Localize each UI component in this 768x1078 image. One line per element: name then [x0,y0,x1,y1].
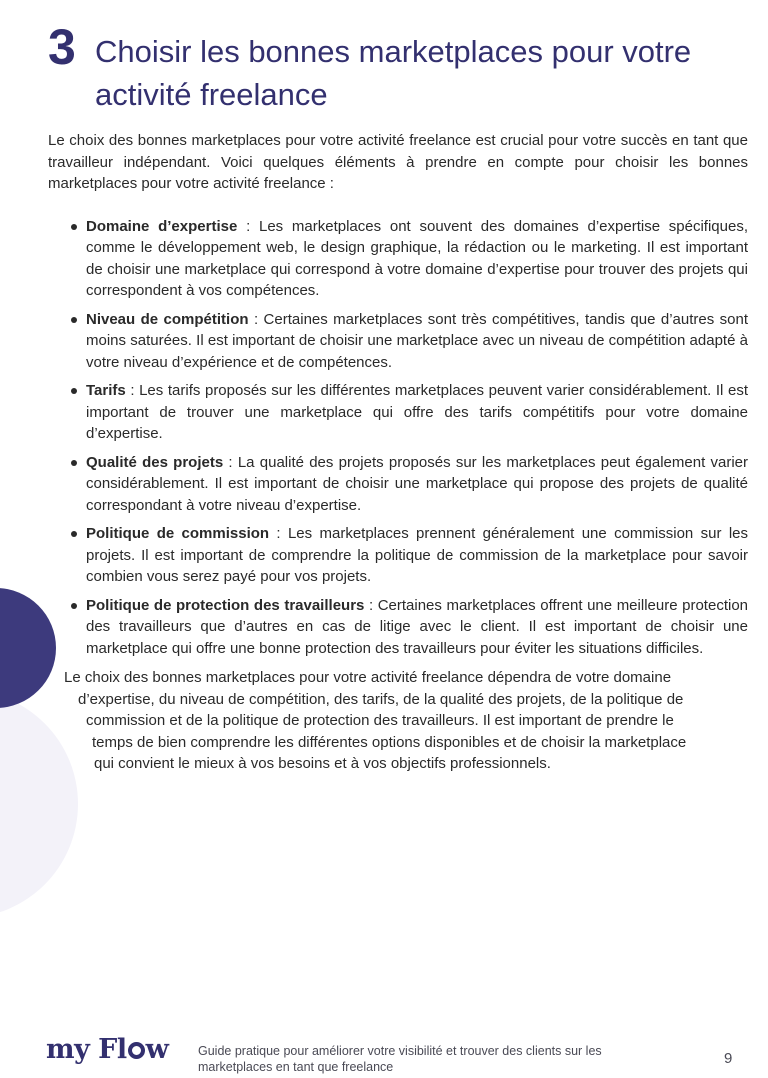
criterion-text: : La qualité des projets proposés sur les marketplaces peut également varier considérablement. Il est important de choisir une marketplace qui propose des projets de qualité correspondant à votre niveau d’expertise. [86,453,748,514]
logo-text: my Fl [46,1034,127,1065]
conclusion-line: Le choix des bonnes marketplaces pour votre activité freelance dépendra de votre domaine [64,669,672,686]
bullet-icon [71,603,77,609]
chapter-title: Choisir les bonnes marketplaces pour votre activité freelance [95,34,692,112]
intro-paragraph: Le choix des bonnes marketplaces pour votre activité freelance est crucial pour votre succès en tant que travailleur indépendant. Voici quelques éléments à prendre en compte pour choisir les bonnes marketplaces pour votre activité freelance : [48,132,748,192]
conclusion-line: d’expertise, du niveau de compétition, des tarifs, de la qualité des projets, de la politique de [78,690,684,708]
footer-guide-text: Guide pratique pour améliorer votre visibilité et trouver des clients sur les marketplaces en tant que freelance [198,1044,602,1074]
criterion-text: : Certaines marketplaces sont très compétitives, tandis que d’autres sont moins saturées. Il est important de choisir une marketplace avec un niveau de compétition adapté à votre niveau d’expérience et de compétences. [86,310,748,371]
criterion-term: Domaine d’expertise [86,217,238,235]
bullet-icon [71,531,77,537]
conclusion-line: temps de bien comprendre les différentes options disponibles et de choisir la marketplace [92,733,687,751]
list-item [48,452,748,517]
bullet-icon [71,460,77,466]
criterion-text: : Les tarifs proposés sur les différentes marketplaces peuvent varier considérablement. Il est important de trouver une marketplace qui offre des tarifs compétitifs pour votre domaine d’expertise. [86,382,748,442]
page-content [48,130,748,775]
bullet-icon [71,224,77,230]
bullet-icon [71,317,77,323]
bullet-icon [71,388,77,394]
logo-text-end: w [145,1034,169,1065]
list-item [48,216,748,302]
chapter-number: 3 [48,19,75,75]
conclusion-paragraph [48,667,748,775]
list-item [48,380,748,445]
criterion-term: Politique de protection des travailleurs [86,596,365,614]
criterion-term: Tarifs [86,382,126,399]
criteria-list [48,216,748,660]
conclusion-line: qui convient le mieux à vos besoins et à vos objectifs professionnels. [94,755,551,772]
criterion-text: : Les marketplaces prennent généralement une commission sur les projets. Il est important de comprendre la politique de commission de la marketplace pour savoir combien vous serez payé pour vos projets. [86,525,748,585]
list-item [48,595,748,660]
page-number: 9 [724,1050,733,1067]
criterion-term: Politique de commission [86,525,270,542]
chapter-header [48,19,728,112]
list-item [48,309,748,374]
myflow-logo [46,1036,168,1063]
criterion-term: Niveau de compétition [86,310,249,328]
criterion-text: : Certaines marketplaces offrent une meilleure protection des travailleurs que d’autres en cas de litige avec le client. Il est important de choisir une marketplace qui offre une bonne protection des travailleurs pour éviter les situations difficiles. [86,596,748,657]
criterion-text: : Les marketplaces ont souvent des domaines d’expertise spécifiques, comme le développement web, le design graphique, la rédaction ou le marketing. Il est important de choisir une marketplace qui correspond à votre domaine d’expertise pour trouver des projets qui correspondent à vos compétences. [86,217,748,299]
logo-ring-icon [128,1042,145,1059]
conclusion-line: commission et de la politique de protection des travailleurs. Il est important de prendre le [86,712,674,729]
list-item [48,523,748,588]
criterion-term: Qualité des projets [86,453,224,471]
